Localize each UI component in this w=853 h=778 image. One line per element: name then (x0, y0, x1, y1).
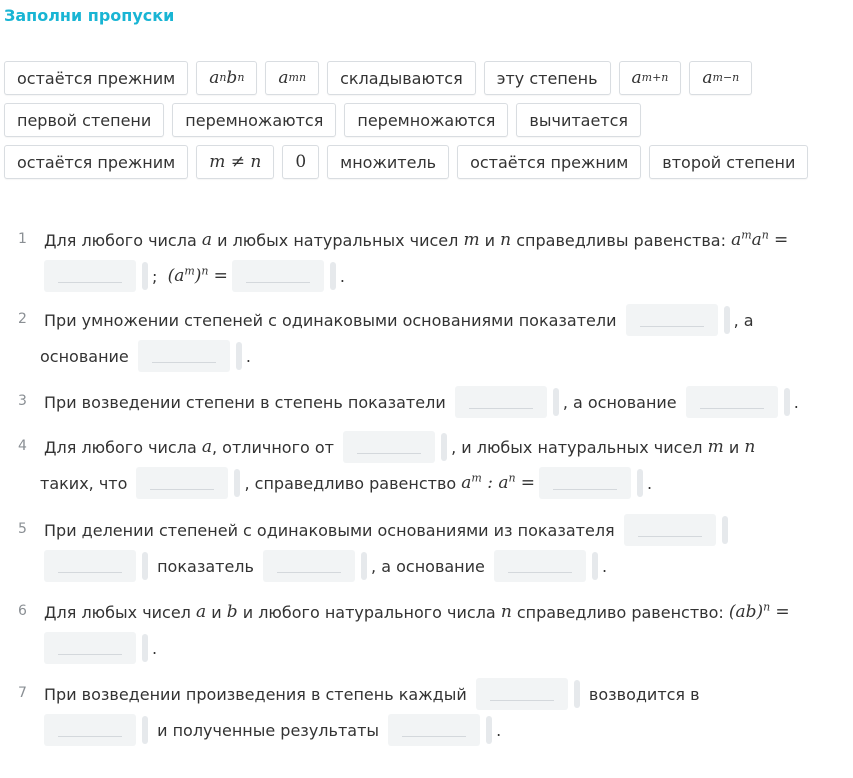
word-chip[interactable]: вычитается (516, 103, 641, 137)
task-text: . (245, 346, 251, 366)
blank-box[interactable] (476, 678, 568, 710)
word-chip[interactable]: множитель (327, 145, 449, 179)
word-chip[interactable]: складываются (327, 61, 476, 95)
math-var: m (707, 437, 724, 457)
blank-handle (592, 552, 598, 580)
task-text: , а основание (371, 556, 485, 576)
task-text: , и любых натуральных чисел (451, 437, 703, 457)
task-text: и полученные результаты (157, 720, 380, 740)
blank-handle (330, 262, 336, 290)
blank-handle (361, 552, 367, 580)
math-var: n (744, 437, 756, 457)
task-number: 3 (18, 393, 27, 409)
word-chip[interactable]: остаётся прежним (4, 145, 188, 179)
blank-handle (234, 469, 240, 497)
word-bank-row (4, 61, 849, 95)
task-text: При делении степеней с одинаковыми основаниями из показателя (44, 520, 615, 540)
blank-box[interactable] (455, 386, 547, 418)
math-expression: (ab)$^n$ (728, 600, 771, 622)
task-text: . (646, 473, 653, 493)
blank-box[interactable] (494, 550, 586, 582)
math-var: a (201, 230, 212, 250)
answer-blank[interactable] (263, 550, 367, 582)
word-chip[interactable]: a m+n (619, 61, 682, 95)
task-text: . (339, 266, 345, 286)
blank-box[interactable] (138, 340, 230, 372)
task-text: ; (152, 266, 158, 286)
task-text: При возведении степени в степень показатели (44, 392, 446, 412)
answer-blank[interactable] (44, 260, 148, 292)
blank-box[interactable] (44, 260, 136, 292)
word-chip[interactable]: a m−n (689, 61, 752, 95)
blank-handle (722, 516, 728, 544)
word-bank-row (4, 103, 849, 137)
math-equals: = (773, 230, 789, 250)
word-chip[interactable]: перемножаются (172, 103, 336, 137)
task-text: . (793, 392, 799, 412)
task-text: Для любого числа (44, 230, 197, 250)
answer-blank[interactable] (232, 260, 336, 292)
answer-blank[interactable] (624, 514, 728, 546)
chip-base: b (226, 68, 238, 88)
blank-handle (553, 388, 559, 416)
answer-blank[interactable] (44, 632, 148, 664)
task-text: . (152, 638, 158, 658)
task-text: , а основание (562, 392, 677, 412)
task-number: 5 (18, 521, 27, 537)
blank-box[interactable] (388, 714, 480, 746)
task-text: справедливы равенства: (516, 230, 726, 250)
task-item (0, 384, 853, 420)
task-item (0, 222, 853, 294)
chip-base: a (631, 68, 642, 88)
task-number: 4 (18, 438, 27, 454)
page-title: Заполни пропуски (4, 6, 175, 25)
blank-handle (236, 342, 242, 370)
word-chip[interactable]: a n b n (196, 61, 257, 95)
task-text: , справедливо равенство (244, 473, 457, 493)
task-text: показатель (157, 556, 254, 576)
word-chip[interactable]: эту степень (484, 61, 611, 95)
answer-blank[interactable] (44, 550, 148, 582)
word-chip[interactable]: остаётся прежним (4, 61, 188, 95)
blank-handle (574, 680, 580, 708)
task-text: Для любого числа (44, 437, 197, 457)
answer-blank[interactable] (455, 386, 559, 418)
math-var: m (463, 230, 480, 250)
math-equals: = (775, 602, 790, 622)
task-item (0, 512, 853, 584)
word-chip[interactable]: m ≠ n (196, 145, 274, 179)
chip-base: a (702, 68, 713, 88)
answer-blank[interactable] (539, 467, 643, 499)
word-bank-row (4, 145, 849, 179)
answer-blank[interactable] (44, 714, 148, 746)
task-text: возводится в (588, 684, 700, 704)
task-number: 7 (18, 685, 27, 701)
math-expression: $a^ma^n$ (731, 228, 769, 250)
blank-handle (784, 388, 790, 416)
math-var: n (500, 230, 512, 250)
blank-handle (441, 433, 447, 461)
answer-blank[interactable] (136, 467, 240, 499)
blank-handle (142, 262, 148, 290)
blank-handle (142, 552, 148, 580)
task-text: и любых натуральных чисел (217, 230, 459, 250)
word-chip[interactable]: перемножаются (344, 103, 508, 137)
task-text: При возведении произведения в степень каждый (44, 684, 467, 704)
math-var: n (500, 602, 512, 622)
answer-blank[interactable] (138, 340, 242, 372)
blank-box[interactable] (343, 431, 435, 463)
math-var: a (196, 602, 207, 622)
task-item (0, 594, 853, 666)
blank-box[interactable] (624, 514, 716, 546)
chip-base: a (209, 68, 220, 88)
math-equals: = (520, 473, 535, 493)
chip-base: a (278, 68, 289, 88)
math-var: a (201, 437, 212, 457)
task-item (0, 302, 853, 374)
task-text: таких, что (40, 473, 128, 493)
task-text: справедливо равенство: (516, 602, 724, 622)
math-var: b (226, 602, 238, 622)
blank-handle (142, 716, 148, 744)
blank-box[interactable] (263, 550, 355, 582)
task-text: и (484, 230, 496, 250)
task-text: и (728, 437, 740, 457)
answer-blank[interactable] (626, 304, 730, 336)
answer-blank[interactable] (494, 550, 598, 582)
math-expression: $a^m$ : $a^n$ (461, 471, 516, 493)
task-text: . (601, 556, 608, 576)
task-number: 2 (18, 311, 27, 327)
blank-box[interactable] (626, 304, 718, 336)
task-item (0, 676, 853, 748)
word-bank (4, 61, 849, 187)
task-text: Для любых чисел (44, 602, 191, 622)
task-text: и (211, 602, 222, 622)
blank-handle (724, 306, 730, 334)
task-text: , отличного от (211, 437, 334, 457)
word-chip[interactable]: первой степени (4, 103, 164, 137)
task-number: 1 (18, 231, 27, 247)
task-text: основание (40, 346, 129, 366)
word-chip[interactable]: остаётся прежним (457, 145, 641, 179)
word-chip[interactable]: второй степени (649, 145, 808, 179)
blank-box[interactable] (232, 260, 324, 292)
blank-box[interactable] (44, 550, 136, 582)
answer-blank[interactable] (343, 431, 447, 463)
blank-box[interactable] (44, 632, 136, 664)
task-text: При умножении степеней с одинаковыми основаниями показатели (44, 310, 617, 330)
answer-blank[interactable] (388, 714, 492, 746)
word-chip[interactable]: a mn (265, 61, 319, 95)
task-text: . (496, 720, 502, 740)
blank-box[interactable] (136, 467, 228, 499)
answer-blank[interactable] (476, 678, 580, 710)
blank-handle (637, 469, 643, 497)
math-equals: = (213, 266, 228, 286)
task-text: и любого натурального числа (242, 602, 496, 622)
blank-handle (142, 634, 148, 662)
task-item (0, 429, 853, 501)
blank-handle (486, 716, 492, 744)
word-chip[interactable]: 0 (282, 145, 319, 179)
task-number: 6 (18, 603, 27, 619)
blank-box[interactable] (686, 386, 778, 418)
math-expression: $(a^m)^n$ (167, 264, 209, 286)
blank-box[interactable] (539, 467, 631, 499)
answer-blank[interactable] (686, 386, 790, 418)
task-text: , а (733, 310, 754, 330)
blank-box[interactable] (44, 714, 136, 746)
